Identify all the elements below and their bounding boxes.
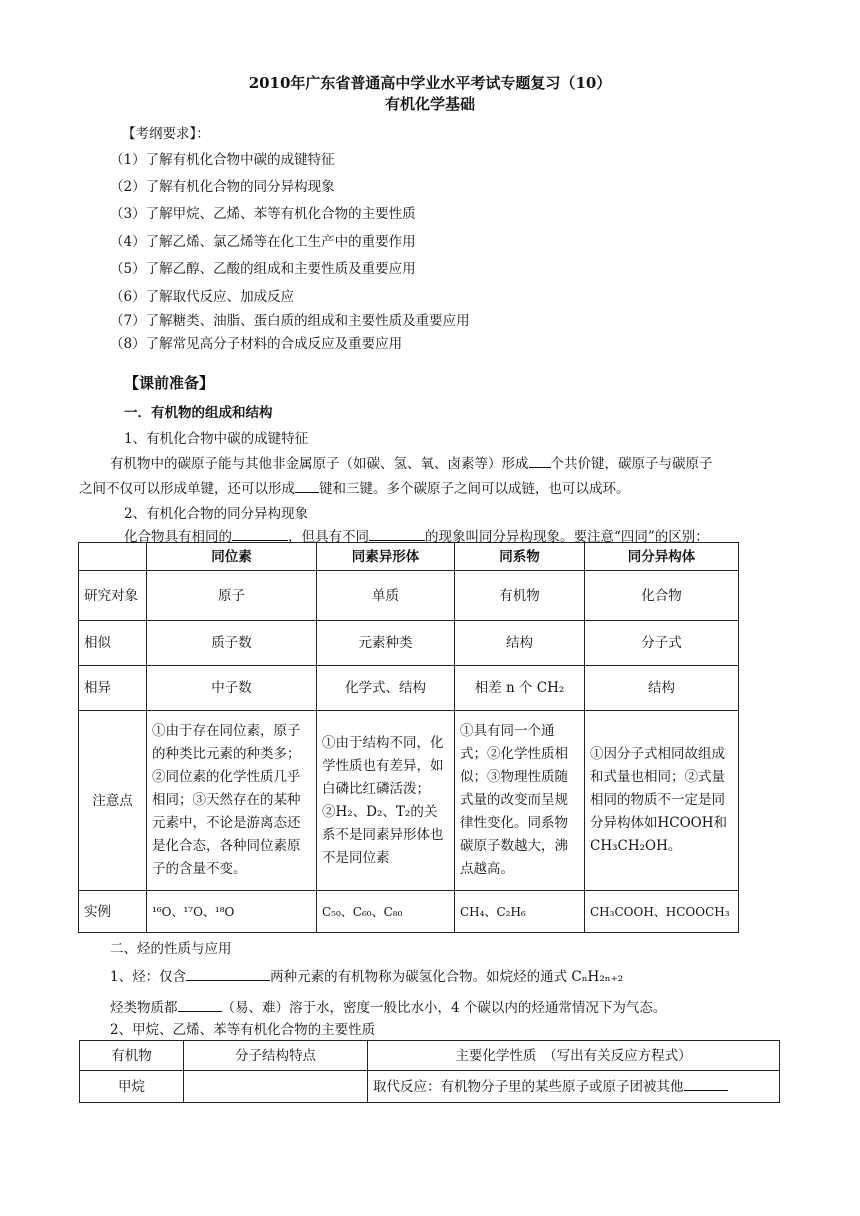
blank-bond-count[interactable]: [529, 453, 551, 468]
t1-cell: CH₄、C₂H₆: [455, 891, 585, 933]
doc-title-line1: 2010年广东省普通高中学业水平考试专题复习（10）: [248, 74, 612, 92]
t1-cell: ①具有同一个通式；②化学性质相似；③物理性质随式量的改变而呈规律性变化。同系物碳原子数越大，沸点越高。: [455, 711, 585, 891]
t2-header-chemistry: 主要化学性质 （写出有关反应方程式）: [368, 1041, 780, 1071]
blank-elements[interactable]: [186, 966, 270, 981]
sub1-paragraph-line1: [110, 452, 713, 472]
t1-cell: CH₃COOH、HCOOCH₃: [585, 891, 739, 933]
t2-header-structure: 分子结构特点: [184, 1041, 368, 1071]
t1-cell: ①因分子式相同故组成和式量也相同；②式量相同的物质不一定是同分异构体如HCOOH和 CH₃CH₂OH。: [585, 711, 739, 891]
sub1-text-c: 之间不仅可以形成单键，还可以形成: [79, 481, 295, 497]
sub1-paragraph-line2: [79, 477, 630, 497]
t1-cell: ①由于结构不同，化学性质也有差异，如白磷比红磷活泼；②H₂、D₂、T₂的关系不是同素异形体也不是同位素: [317, 711, 455, 891]
t1-cell: 结构: [585, 666, 739, 711]
t1-header-cell: 同系物: [455, 543, 585, 571]
t1-header-cell: [79, 543, 147, 571]
sub2-heading: 2、有机化合物的同分异构现象: [124, 506, 309, 522]
t1-cell: 单质: [317, 571, 455, 621]
syllabus-item: （8）了解常见高分子材料的合成反应及重要应用: [110, 336, 403, 352]
t1-cell: 化合物: [585, 571, 739, 621]
t1-cell: 化学式、结构: [317, 666, 455, 711]
t1-header-cell: 同素异形体: [317, 543, 455, 571]
syllabus-item: （3）了解甲烷、乙烯、苯等有机化合物的主要性质: [110, 206, 416, 222]
t2-header-organic: 有机物: [80, 1041, 184, 1071]
section2-heading: 二、烃的性质与应用: [110, 941, 232, 957]
sub3-heading: 2、甲烷、乙烯、苯等有机化合物的主要性质: [110, 1022, 376, 1038]
syllabus-item: （5）了解乙醇、乙酸的组成和主要性质及重要应用: [110, 261, 416, 277]
blank-bond-type[interactable]: [295, 478, 319, 493]
section1-heading: 一．有机物的组成和结构: [124, 405, 273, 421]
t2-row-methane-chemistry: [368, 1071, 780, 1103]
hc-paragraph-line1: [110, 965, 623, 985]
t1-row: [79, 891, 739, 933]
syllabus-item: （4）了解乙烯、氯乙烯等在化工生产中的重要作用: [110, 234, 416, 250]
t1-cell: 有机物: [455, 571, 585, 621]
t1-row-label: 相异: [79, 666, 147, 711]
syllabus-item: （6）了解取代反应、加成反应: [110, 289, 295, 305]
prep-heading: 【课前准备】: [124, 374, 215, 392]
blank-solubility[interactable]: [178, 997, 222, 1012]
syllabus-heading: 【考纲要求】：: [122, 126, 210, 142]
sub1-text-a: 有机物中的碳原子能与其他非金属原子（如碳、氢、氧、卤素等）形成: [110, 456, 529, 472]
sub2-text-a: 化合物具有相同的: [124, 529, 232, 545]
hc-text-c: 烃类物质都: [110, 1000, 178, 1016]
t1-cell: ¹⁶O、¹⁷O、¹⁸O: [147, 891, 317, 933]
t1-header-cell: 同位素: [147, 543, 317, 571]
sub1-heading: 1、有机化合物中碳的成键特征: [124, 431, 309, 447]
blank-substitution[interactable]: [684, 1076, 728, 1091]
doc-title-line2: 有机化学基础: [384, 95, 475, 113]
t1-cell: 质子数: [147, 621, 317, 666]
four-sames-table: [78, 542, 739, 933]
sub1-text-b: 个共价键，碳原子与碳原子: [550, 456, 713, 472]
syllabus-item: （2）了解有机化合物的同分异构现象: [110, 179, 335, 195]
hc-text-b: 两种元素的有机物称为碳氢化合物。如烷烃的通式 CₙH₂ₙ₊₂: [270, 969, 624, 985]
hc-paragraph-line2: [110, 996, 666, 1016]
t1-cell: 相差 n 个 CH₂: [455, 666, 585, 711]
t1-header-cell: 同分异构体: [585, 543, 739, 571]
hc-text-a: 1、烃：仅含: [110, 969, 187, 985]
sub1-text-d: 键和三键。多个碳原子之间可以成链，也可以成环。: [319, 481, 630, 497]
hc-text-d: （易、难）溶于水，密度一般比水小，4 个碳以内的烃通常情况下为气态。: [221, 1000, 667, 1016]
t1-cell: 中子数: [147, 666, 317, 711]
blank-different-property[interactable]: [369, 526, 425, 541]
t1-cell: C₅₀、C₆₀、C₈₀: [317, 891, 455, 933]
sub2-text-c: 的现象叫同分异构现象。要注意“四同”的区别：: [425, 529, 709, 545]
t1-row-label: 相似: [79, 621, 147, 666]
t1-row-label: 注意点: [79, 711, 147, 891]
t1-row: [79, 621, 739, 666]
t1-cell: 结构: [455, 621, 585, 666]
t1-row-label: 实例: [79, 891, 147, 933]
t1-row: [79, 666, 739, 711]
syllabus-item: （1）了解有机化合物中碳的成键特征: [110, 152, 335, 168]
hydrocarbon-properties-table: [79, 1040, 780, 1103]
t1-row: [79, 711, 739, 891]
blank-same-property[interactable]: [232, 526, 288, 541]
t2-row-methane-structure[interactable]: [184, 1071, 368, 1103]
t2-row-methane-label: 甲烷: [80, 1071, 184, 1103]
sub2-text-b: ，但具有不同: [288, 529, 369, 545]
t1-cell: ①由于存在同位素，原子的种类比元素的种类多；②同位素的化学性质几乎相同；③天然存在的某种元素中，不论是游离态还是化合态，各种同位素原子的含量不变。: [147, 711, 317, 891]
t2-methane-text: 取代反应：有机物分子里的某些原子或原子团被其他: [373, 1078, 684, 1095]
t1-cell: 分子式: [585, 621, 739, 666]
t1-cell: 元素种类: [317, 621, 455, 666]
t1-row-label: 研究对象: [79, 571, 147, 621]
t1-cell: 原子: [147, 571, 317, 621]
syllabus-item: （7）了解糖类、油脂、蛋白质的组成和主要性质及重要应用: [110, 313, 470, 329]
t1-row: [79, 571, 739, 621]
